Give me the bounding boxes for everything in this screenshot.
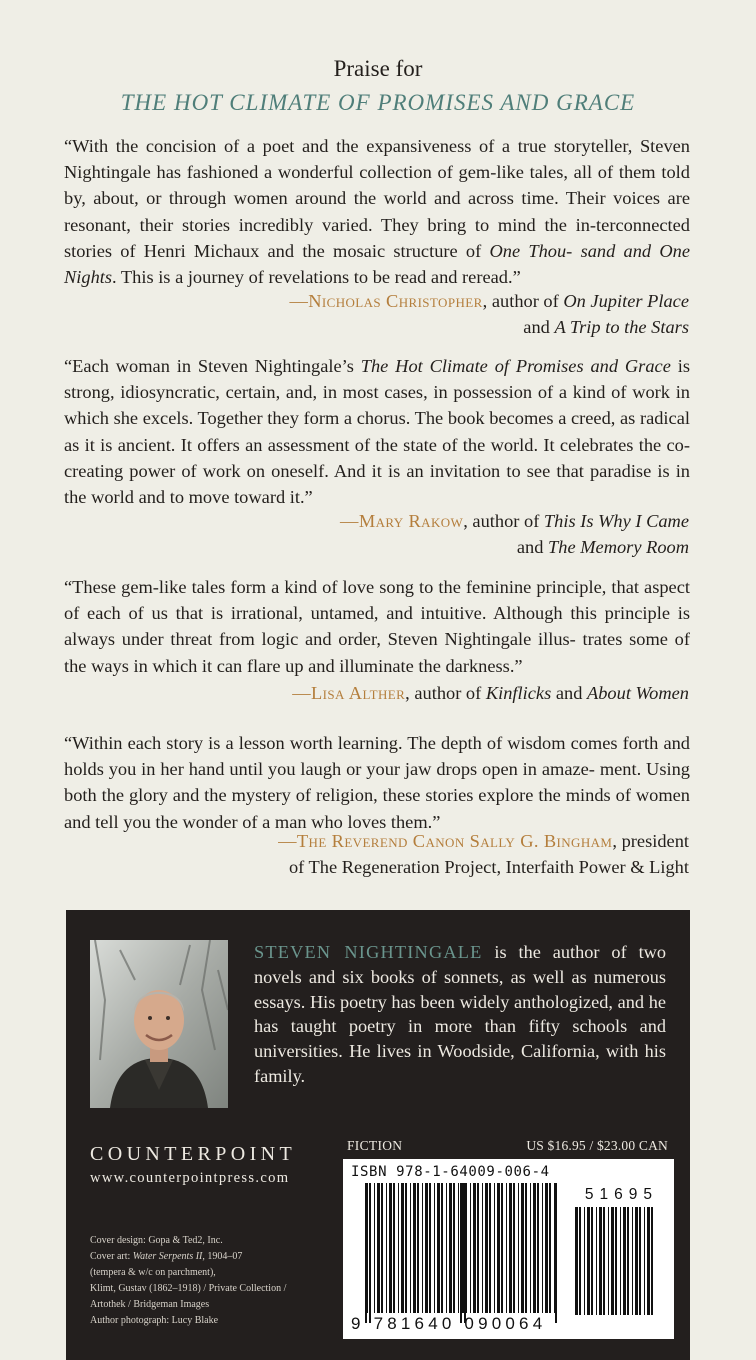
barcode-bar — [639, 1207, 641, 1315]
author-bio — [254, 940, 666, 1089]
credit-line: Author photograph: Lucy Blake — [90, 1315, 219, 1327]
author-portrait-image — [90, 940, 228, 1108]
quote-line: Nightingale has fashioned a wonderful collection of gem-like tales, all of them — [64, 162, 656, 183]
bio-text: is the author of two — [482, 942, 667, 962]
barcode-bar — [389, 1183, 392, 1313]
praise-heading — [0, 54, 756, 118]
barcode-bar — [620, 1207, 621, 1315]
review-quote-4 — [64, 730, 690, 835]
quote-line: ment. Using both the glory and the mystery of religion, these stories explore the — [64, 759, 690, 806]
quote-line: “With the concision of a poet and the expansiveness of a true storyteller, Steven — [64, 136, 690, 156]
review-attribution-4 — [278, 828, 689, 880]
barcode-bar — [596, 1207, 597, 1315]
barcode-bar — [591, 1207, 593, 1315]
barcode-bar — [374, 1183, 375, 1313]
barcode-bar — [429, 1183, 431, 1313]
review-quote-2 — [64, 353, 690, 510]
barcode-bar — [417, 1183, 419, 1313]
barcode-bar — [545, 1183, 548, 1313]
barcode-bar — [584, 1207, 585, 1315]
quote-line: . This is a journey of revelations to be read and reread.” — [112, 267, 521, 288]
quote-line: aspect of each of us that is irrational, untamed, and intuitive. Although this — [64, 577, 690, 624]
attribution-text: of The Regeneration Project, Interfaith Power & Light — [288, 857, 689, 877]
barcode-bar — [398, 1183, 399, 1313]
barcode-bar — [611, 1207, 614, 1315]
attribution-text: and — [551, 683, 587, 703]
author-name: STEVEN NIGHTINGALE — [254, 942, 483, 962]
barcode-bar — [377, 1183, 380, 1313]
bio-text: novels and six books of sonnets, as well as numerous — [254, 966, 666, 987]
barcode-guard-bar — [464, 1183, 466, 1323]
quote-line: “Each woman in Steven Nightingale’s — [64, 356, 361, 376]
barcode-bar — [575, 1207, 578, 1315]
barcode-bar — [453, 1183, 455, 1313]
publisher-block — [90, 1142, 296, 1188]
barcode-bar — [615, 1207, 617, 1315]
barcode — [343, 1159, 674, 1339]
barcode-bar — [405, 1183, 407, 1313]
bio-text: universities. He lives in Woodside, California, with — [254, 1041, 639, 1062]
barcode-bar — [579, 1207, 581, 1315]
review-attribution-2 — [340, 508, 689, 560]
reviewer-book: A Trip to the Stars — [554, 317, 689, 337]
barcode-bar — [393, 1183, 395, 1313]
barcode-bar — [386, 1183, 387, 1313]
quote-line: voices are resonant, their stories incredibly varied. They bring to mind the in- — [64, 188, 690, 235]
review-attribution-1 — [289, 288, 689, 340]
isbn-number: ISBN 978-1-64009-006-4 — [351, 1164, 550, 1180]
bio-text: essays. His poetry has been widely anthologized, and — [254, 991, 645, 1012]
quote-line: work in which she excels. Together they form a chorus. The book becomes a — [64, 382, 691, 429]
barcode-bar — [608, 1207, 609, 1315]
author-photo — [90, 940, 228, 1108]
barcode-bar — [518, 1183, 519, 1313]
barcode-bar — [587, 1207, 590, 1315]
credit-line: (tempera & w/c on parchment), — [90, 1267, 216, 1279]
quote-line: minds of women and tell you the wonder of a man who loves them.” — [64, 785, 690, 832]
quote-line: and holds you in her hand until you laugh or your jaw drops open in amaze- — [64, 733, 691, 780]
quote-line: “Within each story is a lesson worth learning. The depth of wisdom comes forth — [64, 733, 659, 753]
quote-line: trates some of the ways in which it can flare up and illuminate the darkness.” — [64, 629, 690, 676]
barcode-guard-bar — [365, 1183, 367, 1323]
review-quote-1 — [64, 133, 690, 290]
barcode-bar — [485, 1183, 488, 1313]
quote-book-title: The Hot Climate of Promises and Grace — [360, 356, 671, 376]
barcode-bar — [410, 1183, 411, 1313]
barcode-bar — [449, 1183, 452, 1313]
reviewer-book: About Women — [587, 683, 689, 703]
barcode-bar — [470, 1183, 471, 1313]
barcode-bar — [623, 1207, 626, 1315]
barcode-bar — [473, 1183, 476, 1313]
review-attribution-3 — [292, 680, 689, 706]
quote-line: terconnected stories of Henri Michaux and the mosaic structure of — [64, 214, 690, 261]
attribution-text: , author of — [405, 683, 486, 703]
publisher-name: COUNTERPOINT — [90, 1143, 297, 1165]
quote-line: It celebrates the co-creating power of work on oneself. And it is an invitation to — [64, 434, 690, 481]
author-panel — [66, 910, 690, 1360]
reviewer-book: Kinflicks — [485, 683, 552, 703]
reviewer-book: The Memory Room — [548, 537, 689, 557]
quote-line: creed, as radical as it is ancient. It offers an assessment of the state of the world. — [64, 408, 690, 455]
barcode-bar — [525, 1183, 527, 1313]
barcode-bar — [644, 1207, 645, 1315]
barcode-bar — [482, 1183, 483, 1313]
barcode-bar — [381, 1183, 383, 1313]
barcode-bar — [497, 1183, 500, 1313]
credit-line: Artothek / Bridgeman Images — [90, 1299, 210, 1311]
barcode-bar — [413, 1183, 416, 1313]
quote-line: “These gem-like tales form a kind of love song to the feminine principle, that — [64, 577, 639, 597]
barcode-bar — [651, 1207, 653, 1315]
barcode-bar — [647, 1207, 650, 1315]
credit-line: Klimt, Gustav (1862–1918) / Private Collection / — [90, 1283, 287, 1295]
barcode-bar — [401, 1183, 404, 1313]
barcode-guard-bar — [460, 1183, 462, 1323]
barcode-bar — [509, 1183, 512, 1313]
reviewer-name: —The Reverend Canon Sally G. Bingham — [278, 831, 613, 851]
barcode-bar — [521, 1183, 524, 1313]
credit-line: Cover design: Gopa & Ted2, Inc. — [90, 1235, 223, 1246]
book-title: THE HOT CLIMATE OF PROMISES AND GRACE — [120, 90, 636, 115]
barcode-bar — [542, 1183, 543, 1313]
reviewer-book: On Jupiter Place — [563, 291, 689, 311]
barcode-bar — [635, 1207, 638, 1315]
attribution-text: and — [516, 537, 549, 557]
cover-credits — [90, 1233, 340, 1330]
barcode-bar — [422, 1183, 423, 1313]
quote-line: is strong, idiosyncratic, certain, and, in most cases, in possession of a kind of — [64, 356, 690, 403]
quote-line: told by, about, or through women around the world and across time. Their — [64, 162, 690, 209]
review-quote-3 — [64, 574, 690, 679]
artwork-title: Water Serpents II — [132, 1251, 203, 1263]
barcode-bar — [599, 1207, 602, 1315]
attribution-text: , president — [612, 831, 689, 851]
barcode-bar — [501, 1183, 503, 1313]
ean-digits: 9 781640 090064 — [351, 1314, 547, 1333]
bio-text: his family. — [254, 1041, 666, 1086]
price-label: US $16.95 / $23.00 CAN — [526, 1138, 668, 1153]
quote-book-title: sand and One Nights — [64, 240, 691, 288]
barcode-bar — [537, 1183, 539, 1313]
attribution-text: , author of — [482, 291, 564, 311]
barcode-bar — [458, 1183, 459, 1313]
barcode-guard-bar — [555, 1183, 557, 1323]
barcode-bar — [530, 1183, 531, 1313]
barcode-bar — [434, 1183, 435, 1313]
barcode-bar — [506, 1183, 507, 1313]
bio-text: he has taught poetry in more than fifty schools and — [254, 991, 666, 1037]
barcode-bar — [446, 1183, 447, 1313]
barcode-guard-bar — [369, 1183, 371, 1323]
quote-line: see that paradise is in the world and to move toward it.” — [64, 460, 690, 508]
barcode-bar — [477, 1183, 479, 1313]
praise-label: Praise for — [333, 56, 423, 81]
reviewer-name: —Nicholas Christopher — [289, 291, 483, 311]
barcode-bar — [627, 1207, 629, 1315]
barcode-bar — [441, 1183, 443, 1313]
genre-label: FICTION — [347, 1138, 403, 1153]
quote-book-title: One Thou- — [489, 240, 573, 261]
barcode-bar — [554, 1183, 555, 1313]
barcode-bar — [513, 1183, 515, 1313]
credit-text: Cover art: — [90, 1251, 133, 1263]
barcode-bar — [489, 1183, 491, 1313]
barcode-bar — [533, 1183, 536, 1313]
credit-text: , 1904–07 — [202, 1251, 243, 1263]
attribution-text: , author of — [463, 511, 544, 531]
barcode-bar — [437, 1183, 440, 1313]
quote-line: principle is always under threat from logic and order, Steven Nightingale illus- — [64, 603, 690, 650]
barcode-bar — [549, 1183, 551, 1313]
reviewer-book: This Is Why I Came — [543, 511, 689, 531]
attribution-text: and — [523, 317, 555, 337]
barcode-bar — [603, 1207, 605, 1315]
reviewer-name: —Lisa Alther — [292, 683, 406, 703]
publisher-url[interactable]: www.counterpointpress.com — [90, 1170, 290, 1186]
credit-line — [90, 1249, 340, 1265]
barcode-bar — [425, 1183, 428, 1313]
price-code: 51695 — [584, 1186, 658, 1203]
barcode-bar — [494, 1183, 495, 1313]
reviewer-name: —Mary Rakow — [340, 511, 464, 531]
barcode-bar — [632, 1207, 633, 1315]
